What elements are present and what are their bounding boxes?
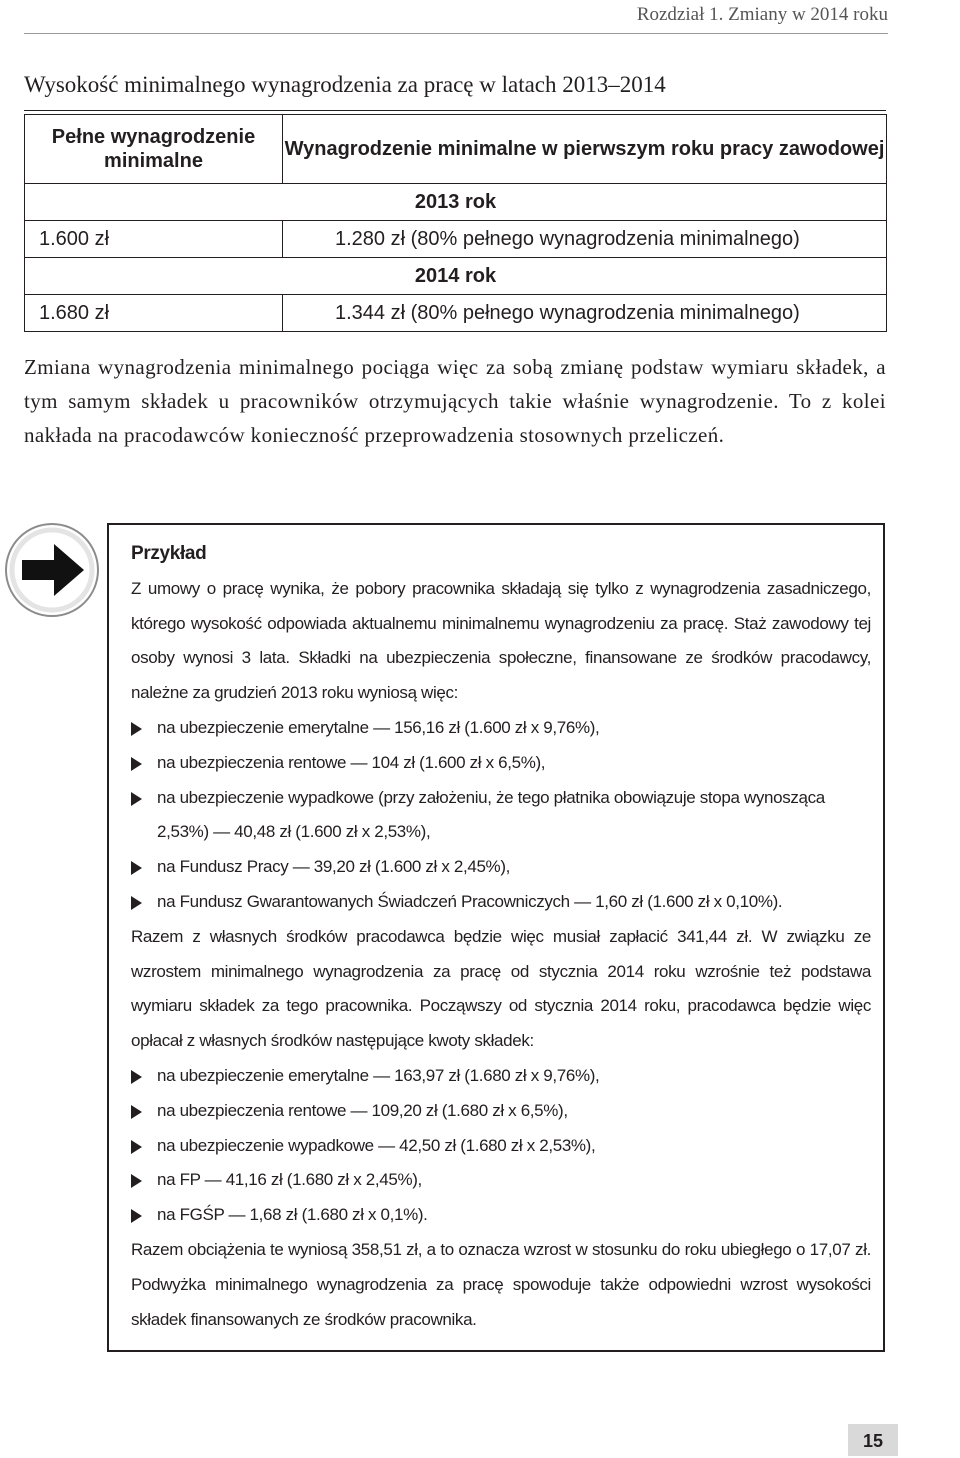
list-item-text: na ubezpieczenia rentowe — 104 zł (1.600 zł x 6,5%), xyxy=(157,752,546,772)
bullet-icon xyxy=(131,1070,142,1084)
bullet-icon xyxy=(131,792,142,806)
table-year-row xyxy=(25,258,887,295)
cell-full-wage-2013: 1.600 zł xyxy=(25,221,283,258)
table-title: Wysokość minimalnego wynagrodzenia za pracę w latach 2013–2014 xyxy=(24,72,666,97)
year-2014-label: 2014 rok xyxy=(25,258,887,295)
list-item-text: na ubezpieczenie emerytalne — 156,16 zł (1.600 zł x 9,76%), xyxy=(157,717,600,737)
list-item xyxy=(131,1094,871,1129)
list-item xyxy=(131,1129,871,1164)
bullet-icon xyxy=(131,757,142,771)
list-item-text: na ubezpieczenie wypadkowe — 42,50 zł (1.680 zł x 2,53%), xyxy=(157,1135,596,1155)
list-item xyxy=(131,1059,871,1094)
list-item-text: na FGŚP — 1,68 zł (1.680 zł x 0,1%). xyxy=(157,1205,428,1225)
bullet-icon xyxy=(131,1174,142,1188)
running-head: Rozdział 1. Zmiany w 2014 roku xyxy=(636,4,888,25)
minimum-wage-table xyxy=(24,114,887,332)
table-row xyxy=(25,221,887,258)
example-content xyxy=(131,537,871,1337)
table-header-row xyxy=(25,115,887,184)
header-full-wage: Pełne wynagrodzenie minimalne xyxy=(25,115,283,184)
list-item-text: na ubezpieczenia rentowe — 109,20 zł (1.680 zł x 6,5%), xyxy=(157,1100,568,1120)
list-item xyxy=(131,850,871,885)
bullet-icon xyxy=(131,896,142,910)
year-2013-label: 2013 rok xyxy=(25,184,887,221)
example-box xyxy=(107,523,885,1352)
bullet-icon xyxy=(131,722,142,736)
list-item-text: na Fundusz Gwarantowanych Świadczeń Pracowniczych — 1,60 zł (1.600 zł x 0,10%). xyxy=(157,891,783,911)
list-item-text: na ubezpieczenie emerytalne — 163,97 zł (1.680 zł x 9,76%), xyxy=(157,1065,600,1085)
table-row xyxy=(25,295,887,332)
cell-full-wage-2014: 1.680 zł xyxy=(25,295,283,332)
header-divider xyxy=(24,33,888,34)
list-item-text: na FP — 41,16 zł (1.680 zł x 2,45%), xyxy=(157,1170,422,1190)
example-paragraph-2: Razem z własnych środków pracodawca będzie więc musiał zapłacić 341,44 zł. W związku ze wzrostem minimalnego wynagrodzenia za pracę od stycznia 2014 roku wzrośnie też podstawa wymiaru składek za tego pracownika. Począwszy od stycznia 2014 roku, pracodawca będzie więc opłacał z własnych środków następujące kwoty składek: xyxy=(131,926,871,1051)
bullet-icon xyxy=(131,1140,142,1154)
cell-first-year-wage-2013: 1.280 zł (80% pełnego wynagrodzenia minimalnego) xyxy=(283,221,887,258)
table-title-divider xyxy=(24,110,886,111)
bullet-icon xyxy=(131,1209,142,1223)
list-item-text: na ubezpieczenie wypadkowe (przy założeniu, że tego płatnika obowiązuje stopa wynosząca 2,53%) — 40,48 zł (1.600 zł x 2,53%), xyxy=(157,787,825,842)
bullet-icon xyxy=(131,1105,142,1119)
list-item xyxy=(131,1198,871,1233)
table-year-row xyxy=(25,184,887,221)
example-paragraph-1: Z umowy o pracę wynika, że pobory pracownika składają się tylko z wynagrodzenia zasadniczego, którego wysokość odpowiada aktualnemu minimalnemu wynagrodzeniu za pracę. Staż zawodowy tej osoby wynosi 3 lata. Składki na ubezpieczenia społeczne, finansowane ze środków pracodawcy, należne za grudzień 2013 roku wyniosą więc: xyxy=(131,578,871,703)
list-item xyxy=(131,746,871,781)
example-paragraph-3: Razem obciążenia te wyniosą 358,51 zł, a to oznacza wzrost w stosunku do roku ubiegłego o 17,07 zł. Podwyżka minimalnego wynagrodzenia za pracę spowoduje także odpowiedni wzrost wysokości składek finansowanych ze środków pracownika. xyxy=(131,1239,871,1329)
list-item xyxy=(131,885,871,920)
list-item xyxy=(131,711,871,746)
page-number: 15 xyxy=(848,1424,898,1456)
list-item xyxy=(131,1163,871,1198)
bullet-icon xyxy=(131,861,142,875)
example-heading: Przykład xyxy=(131,543,207,564)
cell-first-year-wage-2014: 1.344 zł (80% pełnego wynagrodzenia minimalnego) xyxy=(283,295,887,332)
list-item xyxy=(131,781,871,851)
contributions-2014-list xyxy=(131,1059,871,1233)
list-item-text: na Fundusz Pracy — 39,20 zł (1.600 zł x 2,45%), xyxy=(157,857,511,877)
contributions-2013-list xyxy=(131,711,871,920)
header-first-year-wage: Wynagrodzenie minimalne w pierwszym roku pracy zawodowej xyxy=(283,115,887,184)
body-paragraph: Zmiana wynagrodzenia minimalnego pociąga więc za sobą zmianę podstaw wymiaru składek, a tym samym składek u pracowników otrzymujących takie właśnie wynagrodzenie. To z kolei nakłada na pracodawców konieczność przeprowadzenia stosownych przeliczeń. xyxy=(24,355,886,447)
arrow-right-icon xyxy=(4,522,100,618)
